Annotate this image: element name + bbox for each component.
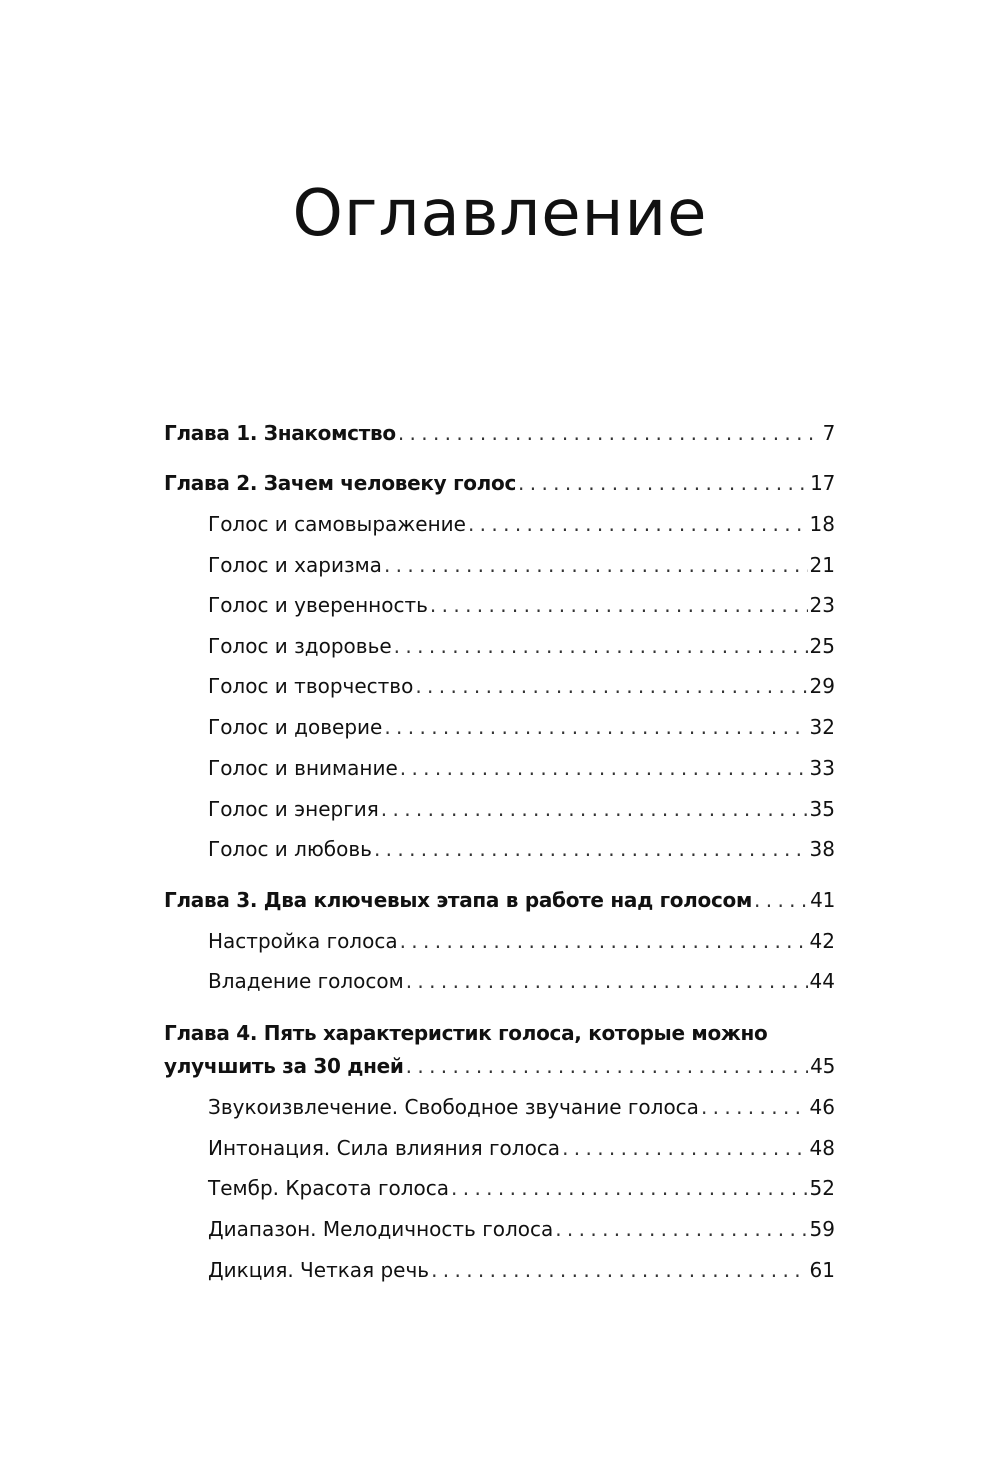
dot-leader — [384, 712, 807, 742]
toc-entry-page: 41 — [810, 888, 835, 912]
toc-entry-label: Голос и здоровье — [208, 634, 392, 658]
toc-entry-section[interactable] — [208, 834, 835, 864]
dot-leader — [406, 966, 808, 996]
toc-entry-label: Глава 2. Зачем человеку голос — [164, 471, 517, 495]
toc-entry-section[interactable] — [208, 590, 835, 620]
toc-entry-page: 35 — [809, 797, 835, 821]
toc-entry-page: 46 — [809, 1095, 835, 1119]
toc-entry-label: Тембр. Красота голоса — [208, 1176, 450, 1200]
dot-leader — [754, 885, 808, 915]
dot-leader — [384, 550, 808, 580]
toc-entry-section[interactable] — [208, 1255, 835, 1285]
toc-entry-label: Дикция. Четкая речь — [208, 1258, 430, 1282]
toc-entry-chapter-2[interactable] — [164, 468, 835, 498]
toc-entry-page: 32 — [809, 715, 835, 739]
toc-entry-section[interactable] — [208, 712, 835, 742]
dot-leader — [451, 1173, 808, 1203]
toc-entry-section[interactable] — [208, 753, 835, 783]
toc-entry-label: Голос и творчество — [208, 674, 414, 698]
toc-entry-section[interactable] — [208, 671, 835, 701]
toc-entry-section[interactable] — [208, 1092, 835, 1122]
toc-entry-page: 45 — [810, 1054, 835, 1078]
toc-entry-page: 48 — [809, 1136, 835, 1160]
toc-entry-label: Голос и харизма — [208, 553, 382, 577]
dot-leader — [555, 1214, 807, 1244]
toc-entry-chapter-1[interactable] — [164, 418, 835, 448]
toc-entry-page: 38 — [809, 837, 835, 861]
toc-entry-page: 17 — [810, 471, 835, 495]
dot-leader — [415, 671, 807, 701]
toc-entry-page: 44 — [809, 969, 835, 993]
dot-leader — [398, 418, 821, 448]
toc-entry-label: Голос и любовь — [208, 837, 372, 861]
toc-entry-page: 61 — [809, 1258, 835, 1282]
toc-entry-label: Диапазон. Мелодичность голоса — [208, 1217, 554, 1241]
dot-leader — [406, 1051, 809, 1081]
dot-leader — [394, 631, 808, 661]
toc-entry-label: Глава 1. Знакомство — [164, 421, 396, 445]
toc-entry-label: Голос и самовыражение — [208, 512, 466, 536]
toc-entry-chapter-4-line-1[interactable] — [164, 1018, 835, 1048]
dot-leader — [400, 753, 808, 783]
toc-entry-section[interactable] — [208, 926, 835, 956]
toc-entry-label: Голос и доверие — [208, 715, 383, 739]
toc-entry-section[interactable] — [208, 966, 835, 996]
toc-entry-chapter-4-line-2[interactable] — [164, 1051, 835, 1081]
toc-entry-section[interactable] — [208, 794, 835, 824]
toc-entry-section[interactable] — [208, 509, 835, 539]
toc-entry-page: 21 — [809, 553, 835, 577]
toc-entry-label: Глава 4. Пять характеристик голоса, которые можно — [164, 1021, 768, 1045]
toc-entry-page: 33 — [809, 756, 835, 780]
toc-entry-page: 59 — [809, 1217, 835, 1241]
toc-entry-page: 52 — [809, 1176, 835, 1200]
toc-entry-page: 29 — [809, 674, 835, 698]
toc-entry-section[interactable] — [208, 1133, 835, 1163]
dot-leader — [381, 794, 808, 824]
toc-entry-section[interactable] — [208, 1173, 835, 1203]
toc-entry-page: 25 — [809, 634, 835, 658]
dot-leader — [468, 509, 808, 539]
toc-entry-label: Настройка голоса — [208, 929, 398, 953]
toc-entry-section[interactable] — [208, 631, 835, 661]
toc-entry-section[interactable] — [208, 1214, 835, 1244]
page-title: Оглавление — [292, 177, 708, 251]
toc-entry-chapter-3[interactable] — [164, 885, 835, 915]
dot-leader — [400, 926, 808, 956]
toc-entry-section[interactable] — [208, 550, 835, 580]
toc-entry-page: 23 — [809, 593, 835, 617]
dot-leader — [374, 834, 808, 864]
dot-leader — [518, 468, 808, 498]
toc-entry-label: Интонация. Сила влияния голоса — [208, 1136, 561, 1160]
toc-entry-page: 7 — [822, 421, 835, 445]
dot-leader — [431, 1255, 807, 1285]
toc-entry-label: Глава 3. Два ключевых этапа в работе над голосом — [164, 888, 753, 912]
toc-entry-page: 18 — [809, 512, 835, 536]
dot-leader — [430, 590, 808, 620]
toc-entry-label: Голос и внимание — [208, 756, 398, 780]
toc-entry-label: Звукоизвлечение. Свободное звучание голоса — [208, 1095, 699, 1119]
toc-entry-label-continued: улучшить за 30 дней — [164, 1054, 404, 1078]
dot-leader — [562, 1133, 807, 1163]
toc-entry-label: Голос и уверенность — [208, 593, 428, 617]
dot-leader — [701, 1092, 808, 1122]
toc-entry-page: 42 — [809, 929, 835, 953]
toc-entry-label: Голос и энергия — [208, 797, 379, 821]
toc-entry-label: Владение голосом — [208, 969, 404, 993]
